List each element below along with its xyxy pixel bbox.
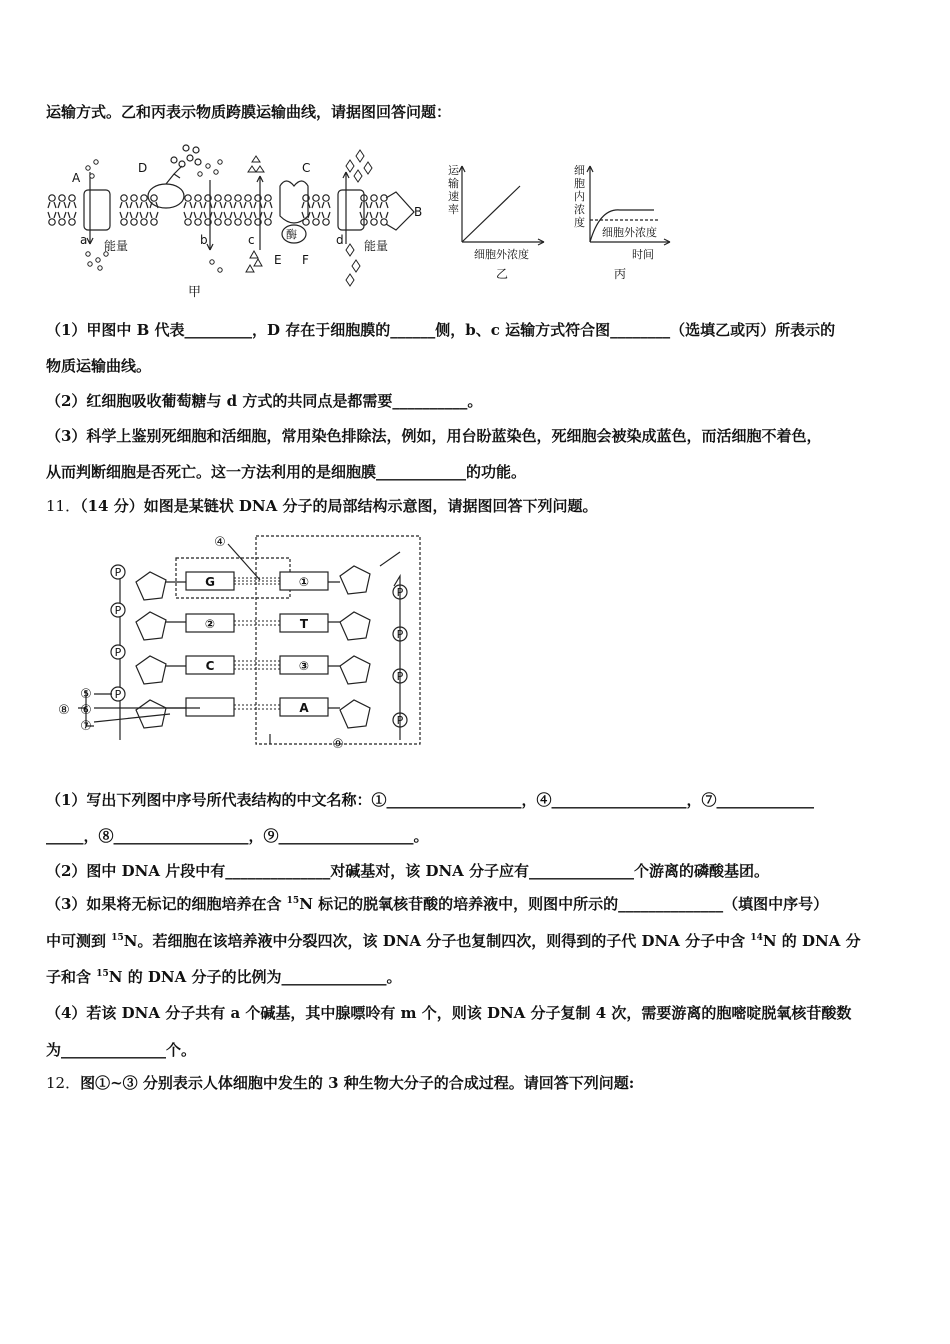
yi-ylabel	[448, 164, 460, 216]
q10-p3-line2: 从而判断细胞是否死亡。这一方法利用的是细胞膜____________的功能。	[46, 463, 527, 481]
axis-char: 率	[448, 203, 459, 216]
p-label-5: P	[396, 586, 404, 599]
q11-p3-l2-sup2: 14	[750, 933, 763, 943]
base-label-right-1: ①	[298, 575, 310, 589]
q11-p2: （2）图中 DNA 片段中有______________对碱基对，该 DNA 分子应有______________个游离的磷酸基团。	[46, 862, 770, 880]
sugar-left-3	[136, 656, 166, 684]
label-a: a	[80, 233, 88, 247]
q11-p1-line1: （1）写出下列图中序号所代表结构的中文名称：①__________________，④__________________，⑦_____________	[46, 791, 814, 809]
label-B: B	[414, 205, 423, 219]
q12-number: 12．	[46, 1074, 81, 1092]
p-label-2: P	[114, 604, 122, 617]
q10-p1-line2: 物质运输曲线。	[46, 357, 152, 375]
caption-yi: 乙	[496, 267, 509, 281]
q12-title	[46, 1073, 634, 1093]
label-energy-1: 能量	[104, 239, 129, 253]
axis-char: 浓	[574, 203, 585, 216]
p-label-6: P	[396, 628, 404, 641]
label-D: D	[138, 161, 148, 175]
sugar-right-1	[340, 566, 370, 594]
protein-a	[84, 190, 110, 230]
q11-p3-l3-sup: 15	[96, 969, 109, 979]
dna-structure-figure	[50, 530, 430, 758]
q11-p3-l2-a: 中可测到	[46, 932, 112, 950]
axis-char: 输	[448, 177, 459, 190]
q11-p4-line2: 为______________个。	[46, 1041, 197, 1059]
q11-p3-line1	[46, 894, 828, 914]
q11-p3-l1-a: （3）如果将无标记的细胞培养在含	[46, 895, 287, 913]
sugar-right-4	[340, 700, 370, 728]
sugar-right-2	[340, 612, 370, 640]
q11-p3-l2-sup1: 15	[111, 933, 124, 943]
label-E: E	[274, 253, 282, 267]
axis-char: 胞	[574, 177, 585, 190]
label-n4: ④	[214, 535, 226, 550]
label-F: F	[302, 253, 309, 267]
label-c: c	[248, 233, 255, 247]
sugar-right-3	[340, 656, 370, 684]
linear-curve	[462, 186, 520, 242]
q10-p1-line1: （1）甲图中 B 代表_________，D 存在于细胞膜的______侧，b、c 运输方式符合图________（选填乙或丙）所表示的	[46, 321, 836, 339]
graph-bing	[566, 160, 706, 284]
axis-char: 内	[574, 190, 585, 203]
label-enzyme: 酶	[286, 228, 297, 241]
p-label-4: P	[114, 688, 122, 701]
bing-ylabel	[574, 164, 585, 229]
sugar-left-2	[136, 612, 166, 640]
p-label-1: P	[114, 566, 122, 579]
q11-p3-l2-c: N 的 DNA 分	[762, 932, 861, 950]
base-label-right-3: ③	[298, 659, 310, 673]
q11-p3-line3	[46, 967, 402, 987]
label-n6: ⑥	[80, 703, 92, 718]
sugar-left-4	[136, 700, 166, 728]
label-d: d	[336, 233, 344, 247]
q11-title-text: （14 分）如图是某链状 DNA 分子的局部结构示意图，请据图回答下列问题。	[80, 497, 598, 515]
label-n8: ⑧	[58, 703, 70, 718]
base-label-left-2: ②	[204, 617, 216, 631]
q11-p3-line2	[46, 931, 861, 951]
q11-title	[46, 496, 598, 516]
label-energy-2: 能量	[364, 239, 389, 253]
q10-p2: （2）红细胞吸收葡萄糖与 d 方式的共同点是都需要__________。	[46, 392, 483, 410]
yi-xlabel: 细胞外浓度	[474, 248, 529, 261]
q10-p3-line1: （3）科学上鉴别死细胞和活细胞，常用染色排除法，例如，用台盼蓝染色，死细胞会被染成蓝色，而活细胞不着色，	[46, 427, 822, 445]
bing-ref-label: 细胞外浓度	[602, 226, 657, 239]
base-left-4	[186, 698, 234, 716]
base-label-right-2: T	[299, 617, 309, 631]
q11-p3-l3-a: 子和含	[46, 968, 97, 986]
phospholipid-bottom-row	[49, 219, 387, 225]
caption-bing: 丙	[614, 267, 627, 281]
p-label-7: P	[396, 670, 404, 683]
label-b: b	[200, 233, 208, 247]
label-n9: ⑨	[332, 737, 344, 752]
label-C: C	[302, 161, 311, 175]
axis-char: 运	[448, 164, 459, 177]
protein-d	[338, 190, 364, 230]
base-label-right-4: A	[299, 701, 309, 715]
label-A: A	[72, 171, 81, 185]
label-n7: ⑦	[80, 719, 92, 734]
q11-p1-line2: _____，⑧__________________，⑨__________________。	[46, 827, 429, 845]
graph-yi	[440, 160, 550, 284]
q12-text: 图①~③ 分别表示人体细胞中发生的 3 种生物大分子的合成过程。请回答下列问题:	[80, 1074, 635, 1092]
glycoprotein-d	[148, 184, 184, 208]
sugar-left-1	[136, 572, 166, 600]
bing-xlabel: 时间	[632, 248, 654, 261]
membrane-transport-figure	[40, 132, 430, 302]
p-label-3: P	[114, 646, 122, 659]
base-label-left-3: C	[205, 659, 215, 673]
base-label-left-1: G	[205, 575, 215, 589]
label-n5: ⑤	[80, 687, 92, 702]
q11-p3-l1-sup: 15	[286, 896, 300, 906]
q11-p3-l2-b: N。若细胞在该培养液中分裂四次，该 DNA 分子也复制四次，则得到的子代 DNA 分子中含	[123, 932, 751, 950]
q11-p3-l3-b: N 的 DNA 分子的比例为______________。	[108, 968, 402, 986]
q11-p4-line1: （4）若该 DNA 分子共有 a 个碱基，其中腺嘌呤有 m 个，则该 DNA 分子复制 4 次，需要游离的胞嘧啶脱氧核苷酸数	[46, 1004, 852, 1022]
q11-p3-l1-b: N 标记的脱氧核苷酸的培养液中，则图中所示的______________（填图中序号）	[299, 895, 829, 913]
q11-number: 11．	[46, 497, 81, 515]
q10-intro: 运输方式。乙和丙表示物质跨膜运输曲线，请据图回答问题：	[46, 103, 452, 121]
axis-char: 细	[574, 164, 585, 177]
axis-char: 速	[448, 190, 459, 203]
axis-char: 度	[574, 216, 585, 229]
p-label-8: P	[396, 714, 404, 727]
phospholipid-top-row	[49, 195, 387, 201]
caption-jia: 甲	[188, 285, 202, 300]
